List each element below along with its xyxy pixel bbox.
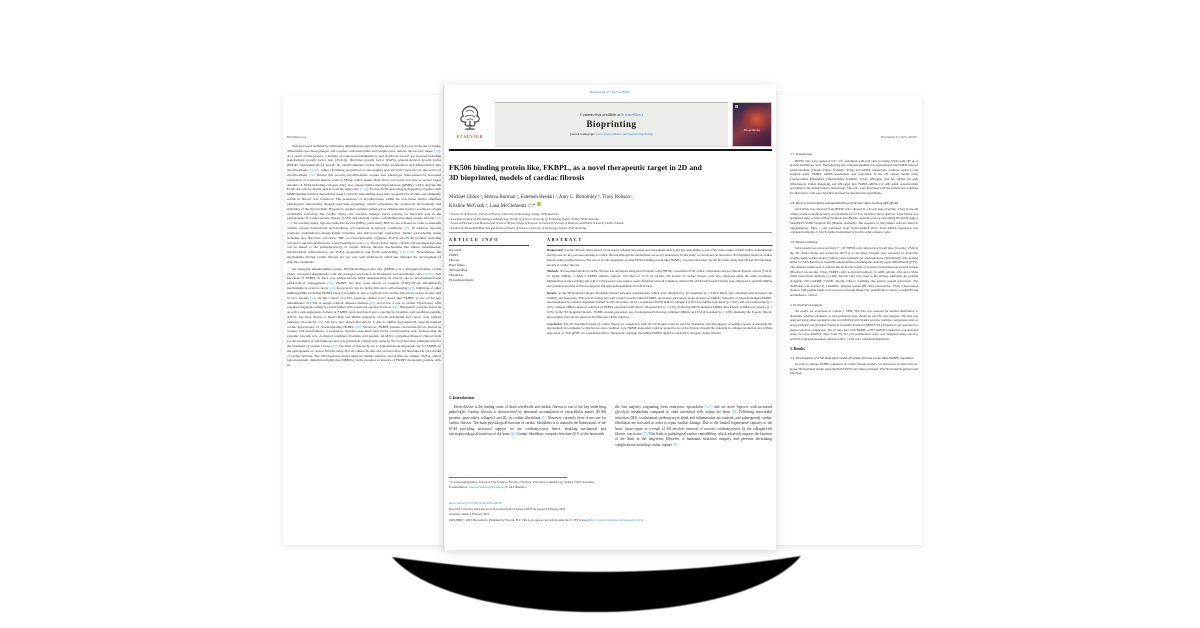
- elsevier-tree-icon: [457, 103, 483, 133]
- homepage-label: journal homepage:: [570, 131, 595, 136]
- section-heading: 2.10. Statistical analysis: [790, 302, 823, 307]
- keyword-item: Extracellular matrix: [449, 277, 474, 282]
- introduction-columns: [449, 405, 772, 448]
- keywords-label: Keywords:: [449, 248, 463, 253]
- introduction-column-1: Heart disease is the leading cause of death worldwide and cardiac fibrosis is one of the key underlying pathologies. Cardiac fibrosis is characterised by abnormal accumulation of extracellular matrix (ECM) proteins, particularly collagen I and III, by cardiac fibroblasts [1]. However, currently there is no cure for cardiac fibrosis. The main physiological function of cardiac fibroblasts is to maintain the homeostasis of the ECM providing structural support for the cardiomyocytes hence, enabling mechanical and electrophysiological functions of the heart [2]. Cardiac fibroblasts comprise less than 20 % of the heart with: [449, 405, 607, 436]
- introduction-column-2: the vast majority originating from embryonic epicardium [3–5] and are more hypoxic with increased glycolytic metabolism compared to other interstitial cells within the heart [6]. Following myocardial infarction (MI), a substantial cardiomyocyte death and inflammation are induced, and subsequently cardiac fibroblasts are activated in order to repair cardiac damage. Due to the limited regenerative capacity of the heart, tissue repair as a result of MI involves removal of necrotic cardiomyocytes by the collagen-rich fibrotic scar tissue [7]. This leads to pathological cardiac remodelling, which adversely impacts the function of the heart in the long-term. However, it maintains structural integrity and prevents devastating complications including cardiac rupture [8].: [615, 405, 773, 447]
- section-western-blotting: [790, 240, 918, 298]
- corresponding-author-footnote: [449, 480, 772, 490]
- article-info-abstract-row: [449, 237, 772, 338]
- abstract-background-text: Cardiac fibrosis characterised by increased collagen deposition and extracellular matrix (ECM) remodelling is one of the main causes of heart failure. Inflammation and hypoxia are key processes leading to cardiac fibrosis although the mechanisms are poorly understood. In this study, we developed an innovative 3D bioprinted model of cardiac fibrosis using tunable matrices. The role of an anti-angiogenic protein, FK506 binding protein like (FKBPL), was then elucidated, for the first time, using both 2D and 3D bioprinted, models of cardiac fibrosis.: [547, 248, 772, 267]
- abstract-conclusion-label: Conclusion:: [547, 321, 563, 326]
- page2-paragraph-1: This process is initiated by infiltrating inflammatory cells including monocytes, that once at the site of injury, differentiate into macrophages, and together with neutrophils and lymphocytes, remove the necrotic tissue [7,9]. As a result of this process, a number of critical pro-inflammatory and profibrotic factors are secreted including transforming growth factor beta (TGF-β), fibroblast growth factor (FGFs), platelet-derived growth factor (PDGF), interleukin (IL)-6 and IL-1β, which stimulate cardiac fibroblast proliferation and differentiation into myofibroblasts [1,6,10]. Other circulating progenitors or surrounding pericyte cells could also be the source of myofibroblasts [11]. During this process, myofibroblasts acquire new phenotype characterised by increased expression of α-smooth muscle actin (α-SMA), which makes them more contractile and able to secrete larger amounts of ECM including collagen. They also release matrix metalloproteinases (MMPs), which degrade the ECM and remove matrix debris from the injury site [7,12]. Excess ECM and collagen deposition together with MMP-mediated matrix degradation leads to adverse remodelling stage that can persist for months and ultimately results in fibrotic scar formation. The persistence of myofibroblasts within the scar tissue further amplifies pathological remodelling through paracrine signalling, which perpetuates the profibrotic environment and stiffening of the myocardium. Hypoxia is another common pathological stimulus that leads to a reduced oxygen availability following MI, cardiac injury and vascular damage, hence playing an important role in the pathogenesis of cardiovascular disease (CVD) and aberrant cardiac remodelling including cardiac fibrosis [13-15]. Succeeding injury, hypoxia inducible factors (HIFs), particularly HIF-1α, are released in order to maintain cellular oxygen homeostasis and modulate cell functions in hypoxic conditions [16]. In addition, hypoxia promotes endothelial-to-mesenchymal transition and microvascular rarefaction, further exacerbating tissue ischemia and fibroblast activation. HIF-1α transcriptionally regulates TGF-β and ECM proteins including collagen I and fibronectin in the wound healing process [14]. Upon cardiac injury, chronic and persistent hypoxia can be linked to the pathophysiology of cardiac fibrosis through mechanisms that induce inflammation, myofibroblast differentiation via TGF-β upregulation and ECM remodelling [14,17,18]. Nevertheless, the mechanisms driving cardiac fibrosis are not very well understood, which has impeded the development of effective treatments.: [287, 144, 442, 264]
- affiliation-line: ᵈ Institute for Biomedical Materials and Devices, Faculty of Science, University of Technology Sydney, NSW, Australia: [449, 225, 587, 230]
- running-header-citation: Bioprinting 47 (2025) e00397: [881, 135, 917, 139]
- journal-cover-thumbnail: [732, 102, 772, 147]
- page-2: [283, 95, 443, 545]
- page-3: [775, 95, 922, 545]
- title-block-divider: [449, 232, 772, 233]
- authors-line2-text: Kristine McGrath ᵃ, Lana McClements ᵃ,ᵈ,*: [449, 203, 536, 209]
- abstract-methods: [547, 269, 772, 288]
- page-1-title-page: [443, 85, 776, 550]
- paper-title-line1: FK506 binding protein like, FKBPL, as a novel therapeutic target in 2D and: [449, 163, 702, 172]
- email-link[interactable]: lana.mcclements@uts.edu.au: [468, 484, 504, 489]
- rights-suffix: ).: [641, 518, 644, 523]
- rights-line: [449, 518, 772, 524]
- article-info-rule: [449, 245, 529, 246]
- abstract-results-label: Results:: [547, 290, 558, 295]
- article-info-column: [449, 237, 529, 338]
- section-paragraph: Total RNA was extracted from HFF06 cells cultured in a 6-well plate (Corning, USA) in the 2D culture model or in the presence of treatments for 72 h as described above. Reverse transcription was performed using a Tetro cDNA Synthesis Kit (Bioline, Australia) before performing RT-qPCR using a SensiFAST SYBR No-ROX Kit (Bioline, Australia). The sequence of the primers used are listed in Supplementary Table 1 and purchased from Sigma-Aldrich (US). Total mRNA expression was calculated using the 2−ΔΔCT method normalised to β-actin as the reference gene.: [790, 207, 918, 235]
- abstract-methods-label: Methods:: [547, 269, 560, 274]
- section-heading: 3. Results: [790, 346, 805, 351]
- sciencedirect-link[interactable]: ScienceDirect: [621, 113, 643, 118]
- section-paragraph: HFF06 cells were seeded at 0.2 × 10⁵ cells/ml in a 96-well plate (Corning, USA) with 100 μl of growth medium per well. The following day, complete medium was replaced with Opti-MEM reduced serum medium (Thermo Fisher Scientific, USA) and siRNA transfection solutions added to the required wells. FKBPL siRNA knockdown was performed in the 2D culture model using Lipofectamine RNAiMAX (Thermofisher Scientific, USA), ON-target plus NT siRNA (10 μM) (Dharmacon, United Kingdom) and ON-target plus FKBPL siRNA (10 μM) using concentrations according to the manufacturer's instructions. The cells were incubated with the transfection solutions for 48 h before cells were detached and used for downstream experiments.: [790, 158, 918, 195]
- page3-text-column: [790, 147, 918, 376]
- paper-title: [449, 163, 772, 183]
- keyword-item: 3D bioprinting: [449, 267, 468, 272]
- keyword-item: Heart failure: [449, 263, 465, 267]
- section-paragraph: All results are expressed as a mean ± SEM. The data was assessed for normal distribution to determine whether parametric or non-parametric tests should be used for data analysis. The data was analysed using either parametric one-way ANOVA with Sidak's post hoc multiple comparisons tests or non-parametric test (Kruskal–Wallis) in GraphPad Prism 9.0 (IBM, USA). Unpaired t-test was used for matrix selection comparison. The dt ratio data with FKBPL or NT siRNA transfection was analysed using two-way ANOVA. Data from the 3D cell proliferation assay was analysed using one-way ANOVA (repeated measures). Results with p < 0.05 were considered significant.: [790, 309, 918, 341]
- section-results: [790, 347, 918, 351]
- paper-title-line2: 3D bioprinted, models of cardiac fibrosis: [449, 173, 585, 183]
- running-header-authors: M. Chhor et al.: [287, 135, 307, 139]
- footnote-line1: * Corresponding author. School of Life Sciences, Faculty of Science, University of Technology Sydney, NSW, Australia.: [449, 480, 594, 484]
- footnote-rule: [449, 477, 567, 478]
- abstract-background-label: Background:: [547, 248, 564, 253]
- abstract-conclusion: [547, 322, 772, 336]
- abstract-heading: ABSTRACT: [547, 237, 583, 242]
- section-rtqpcr: [790, 201, 918, 235]
- authors-line1: Michael Chhor ᵃ, Shreya Burman ᵃ, Fatemeh Heidari ᵃ, Amy L. Bottomley ᵇ, Tracy Robson ᶜ,: [449, 195, 634, 200]
- affiliation-line: ᵇ Australian Institute of Microbiology and Infection, Faculty of Science, University of Technology Sydney, Sydney, NSW, Australia: [449, 216, 599, 221]
- section-statistical-analysis: [790, 303, 918, 342]
- available-online: Available online 4 February 2025: [449, 512, 490, 517]
- section-results-3-1: [790, 356, 918, 376]
- footnote-email-line: [449, 485, 772, 490]
- abstract-conclusion-text: The 3D bioprinted model of cardiac fibrosis in conjunction with 2D cell models could be used for biomarker and drug therapy screening towards accelerating the development of treatments for this hard-to-treat condition. Low FKBPL expression could be protective in cardiac fibrosis through the reduction in collagen production and α-SMA expression, or TGF-β/HIF-1α co-mediated effects. Therapeutic strategies that inhibit FKBPL should be explored to abrogate cardiac fibrosis.: [547, 321, 773, 336]
- homepage-line: [570, 132, 653, 136]
- keyword-item: FKBPL: [449, 253, 459, 258]
- section-heading: 2.8. Reverse transcription and quantitative polymerase chain reaction (RT-qPCR): [790, 200, 899, 205]
- elsevier-wordmark: ELSEVIER: [456, 133, 484, 139]
- authors-line2: [449, 202, 772, 211]
- section-transfection: [790, 152, 918, 196]
- abstract-results: [547, 291, 772, 320]
- article-info-heading: ARTICLE INFO: [449, 237, 500, 242]
- elsevier-logo: [449, 102, 491, 147]
- page2-paragraph-2: An emerging immunophilin protein, FK506-binding protein like (FKBPL), is a divergent member of this group, expressed ubiquitously with the strongest expression in fibroblasts and endothelial cells [19-21]. Full knockout of FKBPL in mice was embryonically lethal demonstrating its critical role in developmental and physiological angiogenesis [21]. FKBPL has also been shown to regulate (TNF)-NF-κβ inflammatory mechanisms in ovarian cancer [22], however its role in cardiac fibrosis is still emerging [23]. Inhibition of other immunophilins including FKBP12 and cyclophilin A, led to a reduction in cardiac fibrosis in various in vitro and in vivo models [24]. In the context of CVD, previous studies have shown that FKBPL is one of the key determinants of CVD in people without diabetes mellitus [25] and it has a role in cardiac hypertrophy with potential diagnostic utility for heart failure with preserved ejection fraction [26]. Therapeutic peptides based on an active anti-angiogenic domain of FKBPL were developed and a preclinical 24-amino acid candidate peptide, AD-01, has been shown to bind CD44 and inhibit migration of both endothelial and cancer cells without inducing cytotoxicity [19]. We have also shown that AD-01 is able to inhibit angiotensin II (Ang-II)-induced cardiac hypertrophy by downregulating FKBPL [26]. Moreover, FKBPL plasma concentrations are altered in women with preeclampsia, a pregnancy disorder associated with future cardiovascular risk, underscoring its systemic vascular role. A clinical candidate 23-amino acid peptide, ALM201, completed Phase Ia clinical trials for the treatment of solid tumours and was granted an orphan drug status by the food and drug administration for the treatment of ovarian cancer [27]. The aims of this study are to demonstrate an important role for FKBPL in the pathogenesis of cardiac fibrosis using 2D cell culture models and an innovative 3D bioprinted in vitro model of cardiac fibrosis. The 3D bioprinted model employs tunable matrices and profibrotic stimuli, TGF-β, and/or hypoxia stimuli, dimethyloxalylglycine (DMOG), in the presence or absence of FKBPL therapeutic peptide, AD-01.: [287, 266, 442, 368]
- affiliations: [449, 212, 772, 230]
- abstract-results-text: In the 3D bioprinted model, fibroblasts formed networks spontaneously, which were stimulated by all treatments (p < 0.05–0.0001), and correlated with increased cell viability and elongation. This was in conjunction with a trend towards reduced FKBPL expression, particularly in the presence of DMOG, indicative of hypoxia-mediated FKBPL downregulation in a matrix-dependent manner. In 2D cell culture, AD-01 potentiated TGF-β-induced collagen I (COL1A1) mRNA expression (p < 0.01) and cell proliferation (p < 0.05), whereas DMOG-induced reduction of FKBPL expression with AD-01 abrogated this (p < 0.05). Following siRNA-mediated FKBPL knockdown, α-SMA was reduced (p < 0.05). In the 3D bioprinted models, FKBPL protein expression was downregulated following combined DMOG and TGF-β treatment (p < 0.05) emulating the hypoxic fibrotic myocardium; this was not observed in stiffer non-cardiac matrices.: [547, 290, 772, 319]
- section-heading: 3.1. Development of a 3D bioprinted model of cardiac fibrosis to elucidate FKBPL regulation: [790, 355, 914, 360]
- email-label: E-mail address:: [449, 484, 469, 489]
- homepage-url-link[interactable]: www.sciencedirect.com/journal/bioprinting: [595, 131, 653, 136]
- publication-details: [449, 501, 772, 524]
- journal-header: [449, 102, 772, 147]
- doi-link[interactable]: https://doi.org/10.1016/j.bprint.2025.e00397: [449, 501, 503, 505]
- contents-line: [580, 113, 643, 117]
- header-rule: [449, 149, 772, 151]
- license-link[interactable]: http://creativecommons.org/licenses/by/4.0/: [589, 518, 642, 523]
- affiliation-line: ᶜ School of Pharmacy and Biomolecular Sciences, Royal College of Surgeons in Ireland (University of Medicine and Health Sciences), Dublin, Ireland: [449, 221, 624, 225]
- abstract-column: [547, 237, 772, 338]
- section-paragraph: In order to explore FKBPL regulation in cardiac fibrosis models, we developed an innovative in-house 3D bioprinted model using the RASTRUM cell culture platform. This 3D model bioprinted fetal fibroblast: [790, 362, 918, 376]
- cover-corner-mark: [735, 105, 738, 109]
- keyword-item: Fibroblasts: [449, 272, 463, 277]
- section-paragraph: Total protein was extracted from 3 × 10⁵ HFF06 cells cultured in a 6-well plate (Corning, USA) in the 3D culture model and treated for 48/72 h as described. Proteins were separated by molecular weights using sodium dodecyl sulfate polyacrylamide gel electrophoresis (SDS-PAGE). The loading buffer for SDS-PAGE was Laemmli sample buffer containing the reducing agent dithiothreitol (DTT). The standard ladder used to estimate the molecular weight of protein was Kaleidoscope protein ladders (Bio-Rad Laboratories, USA). FKBPL rabbit polyclonal antibody (1:1,000; Abcam, UK) and α-SMA rabbit monoclonal antibody (1:1,000; Abcam, UK) were used as the primary antibodies for probing alongside with GAPDH (1:8,000; Abcam, UK) to normalise the relative protein expression. The membrane was scanned by ChemiDoc imaging system (Bio-Rad Laboratories, USA). The scanned pictures with peptide bands were processed through ImageJ for quantification relative to GAPDH and normalised to control.: [790, 246, 918, 297]
- abstract-rule: [547, 245, 772, 246]
- page2-text-column: [287, 144, 441, 370]
- journal-header-box: [495, 102, 728, 147]
- abstract-background: [547, 248, 772, 267]
- introduction-heading: 1. Introduction: [449, 396, 475, 400]
- author-list: [449, 194, 772, 211]
- section-heading: 2.9. Western blotting: [790, 239, 818, 244]
- cover-journal-title: Bioprinting: [743, 127, 761, 132]
- journal-citation: Bioprinting 47 (2025) e00397: [589, 90, 631, 94]
- email-suffix: (L. McClements).: [504, 484, 527, 489]
- orcid-icon[interactable]: [537, 202, 541, 206]
- keyword-item: Fibrosis: [449, 258, 459, 263]
- rights-prefix: 2405-8866/© 2025 The Authors. Published by Elsevier B.V. This is an open access article under the CC BY license (: [449, 518, 590, 523]
- journal-name: Bioprinting: [586, 119, 637, 130]
- affiliation-line: ᵃ School of Life Sciences, Faculty of Science, University of Technology Sydney, NSW, Australia: [449, 212, 559, 216]
- received-dates: Received 5 October 2024; Received in revised form 21 January 2025; Accepted 3 February 2025: [449, 506, 566, 511]
- abstract-methods-text: 3D bioprinted model of cardiac fibrosis was developed using fetal fibroblast cells (HFF06), customised ECM cardiac components and pro-fibrotic/hypoxic factors (TGF-β, 10 ng/ml; DMOG, 1 mM) ± FKBPL mimetic (AD-01, 100 nM) for 72 h. In parallel, 2D models of cardiac fibrosis were also employed using the same treatments. Immunofluorescence staining and confocal microscopy were used to assess fibroblast network formation, whereas RT-qPCR and western blotting were employed to quantify mRNA and protein expression of fibrosis, hypoxia and angiogenesis markers in both models.: [547, 269, 772, 288]
- contents-prefix: Contents lists available at: [580, 113, 621, 118]
- section-heading: 2.7. Transfection: [790, 152, 813, 156]
